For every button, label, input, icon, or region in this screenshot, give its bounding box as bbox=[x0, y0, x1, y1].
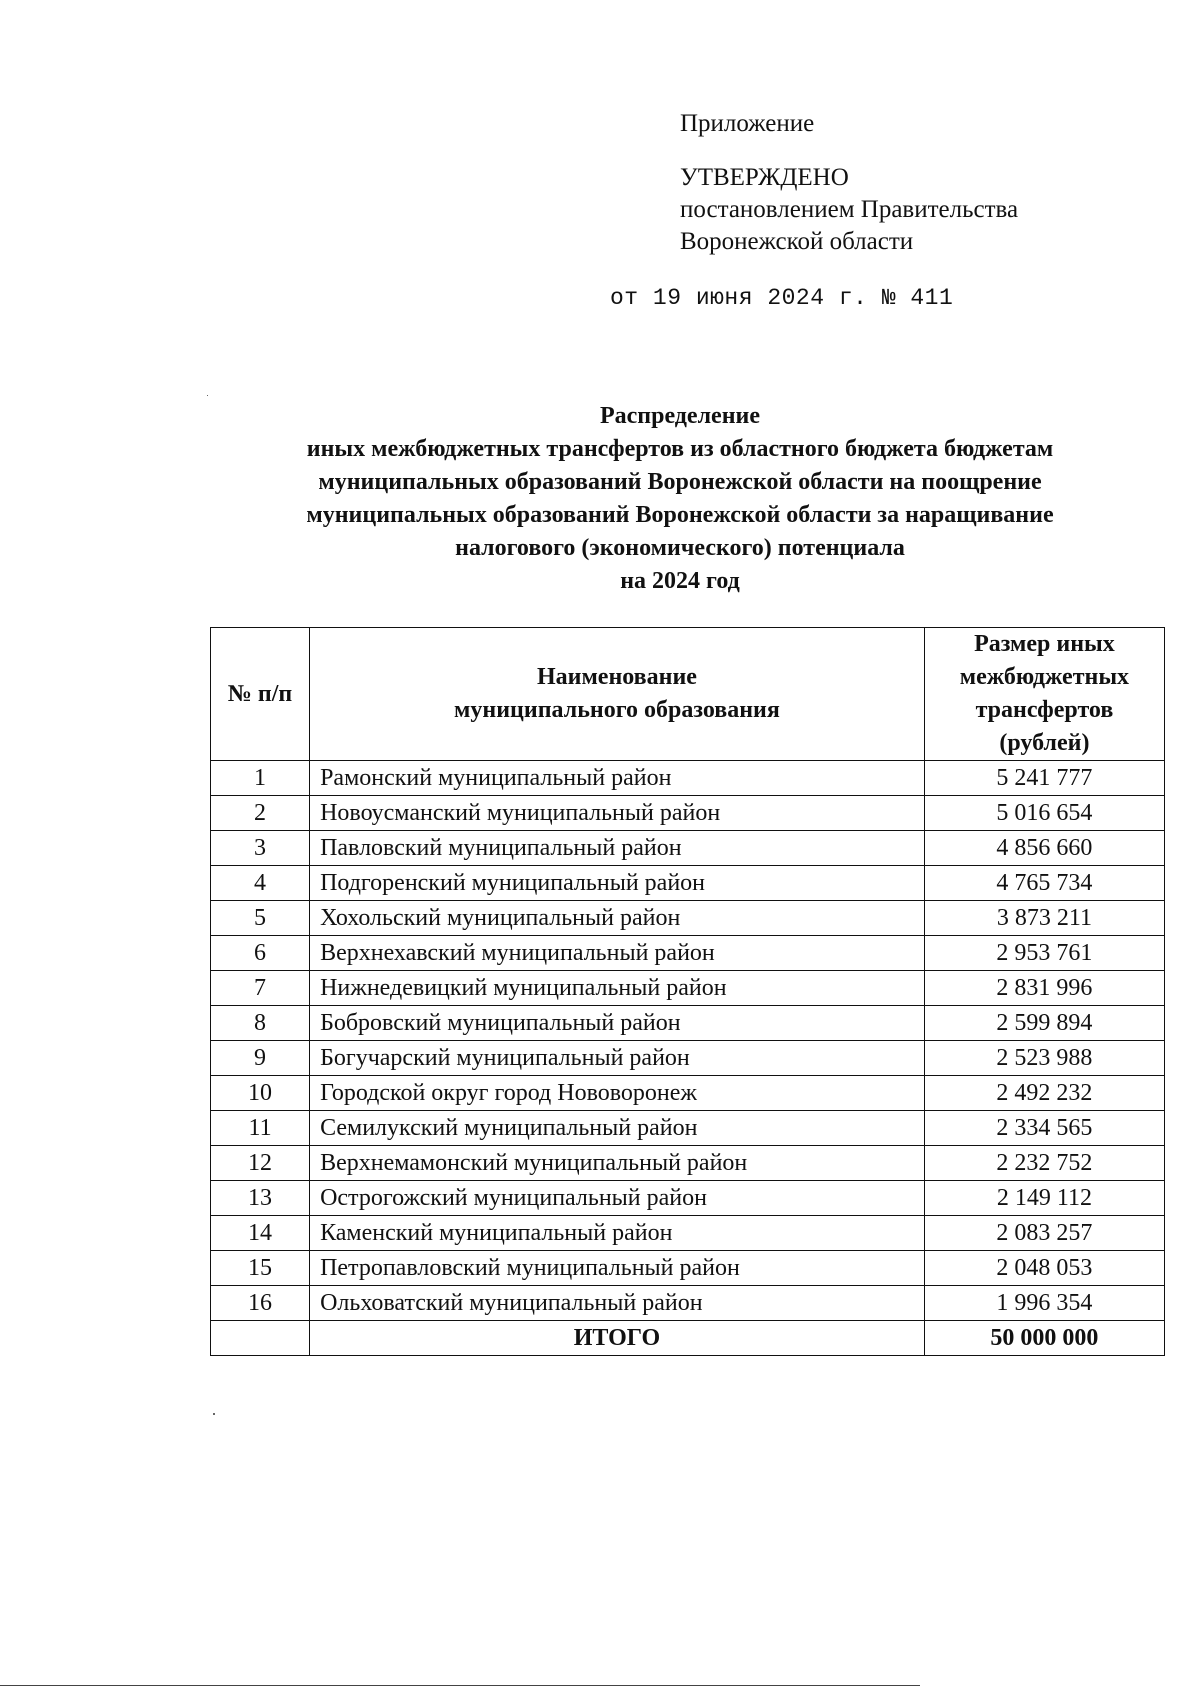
table-row bbox=[211, 1146, 1165, 1181]
row-number: 13 bbox=[211, 1181, 310, 1216]
row-number: 11 bbox=[211, 1111, 310, 1146]
row-amount: 4 856 660 bbox=[924, 831, 1164, 866]
table-row bbox=[211, 866, 1165, 901]
row-amount: 2 232 752 bbox=[924, 1146, 1164, 1181]
title-line-6: на 2024 год bbox=[620, 568, 740, 594]
row-name: Новоусманский муниципальный район bbox=[310, 796, 925, 831]
table-row bbox=[211, 1041, 1165, 1076]
scan-edge-line bbox=[0, 1685, 920, 1686]
header-amount-line-2: межбюджетных bbox=[959, 664, 1130, 690]
scan-speck bbox=[207, 395, 208, 396]
row-name: Подгоренский муниципальный район bbox=[310, 866, 925, 901]
row-number: 8 bbox=[211, 1006, 310, 1041]
approved-by-line-2: Воронежской области bbox=[680, 228, 914, 255]
row-name: Хохольский муниципальный район bbox=[310, 901, 925, 936]
row-number: 14 bbox=[211, 1216, 310, 1251]
row-number: 5 bbox=[211, 901, 310, 936]
row-amount: 2 048 053 bbox=[924, 1251, 1164, 1286]
row-name: Верхнехавский муниципальный район bbox=[310, 936, 925, 971]
row-amount: 2 149 112 bbox=[924, 1181, 1164, 1216]
row-amount: 5 016 654 bbox=[924, 796, 1164, 831]
row-amount: 2 953 761 bbox=[924, 936, 1164, 971]
row-amount: 2 492 232 bbox=[924, 1076, 1164, 1111]
table-row bbox=[211, 1251, 1165, 1286]
row-number: 15 bbox=[211, 1251, 310, 1286]
row-name: Богучарский муниципальный район bbox=[310, 1041, 925, 1076]
table-row bbox=[211, 1216, 1165, 1251]
row-name: Городской округ город Нововоронеж bbox=[310, 1076, 925, 1111]
approved-by-line-1: постановлением Правительства bbox=[680, 196, 1019, 223]
row-amount: 4 765 734 bbox=[924, 866, 1164, 901]
header-amount-line-1: Размер иных bbox=[974, 631, 1115, 657]
table-row bbox=[211, 1286, 1165, 1321]
total-row bbox=[211, 1321, 1165, 1356]
table-row bbox=[211, 1181, 1165, 1216]
row-name: Острогожский муниципальный район bbox=[310, 1181, 925, 1216]
row-amount: 2 831 996 bbox=[924, 971, 1164, 1006]
title-line-2: иных межбюджетных трансфертов из областного бюджета бюджетам bbox=[306, 436, 1054, 462]
table-row bbox=[211, 901, 1165, 936]
table-row bbox=[211, 1076, 1165, 1111]
title-line-1: Распределение bbox=[599, 403, 761, 429]
row-number: 2 bbox=[211, 796, 310, 831]
row-name: Семилукский муниципальный район bbox=[310, 1111, 925, 1146]
row-number: 6 bbox=[211, 936, 310, 971]
table-row bbox=[211, 971, 1165, 1006]
table-row bbox=[211, 796, 1165, 831]
row-name: Павловский муниципальный район bbox=[310, 831, 925, 866]
scan-speck bbox=[213, 1413, 215, 1415]
row-number: 1 bbox=[211, 761, 310, 796]
row-amount: 2 083 257 bbox=[924, 1216, 1164, 1251]
row-name: Нижнедевицкий муниципальный район bbox=[310, 971, 925, 1006]
table-row bbox=[211, 1111, 1165, 1146]
row-amount: 3 873 211 bbox=[924, 901, 1164, 936]
row-name: Рамонский муниципальный район bbox=[310, 761, 925, 796]
decree-reference: от 19 июня 2024 г. № 411 bbox=[610, 285, 954, 311]
row-number: 12 bbox=[211, 1146, 310, 1181]
header-amount-line-4: (рублей) bbox=[999, 730, 1090, 756]
header-name-line-2: муниципального образования bbox=[454, 697, 780, 723]
row-number: 3 bbox=[211, 831, 310, 866]
row-name: Каменский муниципальный район bbox=[310, 1216, 925, 1251]
title-line-5: налогового (экономического) потенциала bbox=[455, 535, 905, 561]
header-name-line-1: Наименование bbox=[536, 664, 697, 690]
row-number: 16 bbox=[211, 1286, 310, 1321]
distribution-table bbox=[210, 627, 1165, 1356]
total-amount: 50 000 000 bbox=[924, 1321, 1164, 1356]
header-number: № п/п bbox=[211, 628, 310, 761]
row-number: 10 bbox=[211, 1076, 310, 1111]
row-name: Бобровский муниципальный район bbox=[310, 1006, 925, 1041]
row-number: 7 bbox=[211, 971, 310, 1006]
row-amount: 2 523 988 bbox=[924, 1041, 1164, 1076]
row-amount: 5 241 777 bbox=[924, 761, 1164, 796]
total-number-cell bbox=[211, 1321, 310, 1356]
approved-label: УТВЕРЖДЕНО bbox=[680, 164, 849, 191]
total-label: ИТОГО bbox=[310, 1321, 925, 1356]
table-row bbox=[211, 1006, 1165, 1041]
row-name: Петропавловский муниципальный район bbox=[310, 1251, 925, 1286]
row-number: 4 bbox=[211, 866, 310, 901]
title-line-3: муниципальных образований Воронежской области на поощрение bbox=[318, 469, 1042, 495]
table-row bbox=[211, 936, 1165, 971]
table-row bbox=[211, 831, 1165, 866]
approval-block bbox=[680, 108, 1160, 258]
document-title bbox=[200, 400, 1160, 598]
header-amount bbox=[924, 628, 1164, 761]
title-line-4: муниципальных образований Воронежской области за наращивание bbox=[306, 502, 1054, 528]
annex-label: Приложение bbox=[680, 110, 815, 137]
header-name bbox=[310, 628, 925, 761]
row-number: 9 bbox=[211, 1041, 310, 1076]
row-name: Верхнемамонский муниципальный район bbox=[310, 1146, 925, 1181]
row-amount: 2 334 565 bbox=[924, 1111, 1164, 1146]
row-name: Ольховатский муниципальный район bbox=[310, 1286, 925, 1321]
table-row bbox=[211, 761, 1165, 796]
header-amount-line-3: трансфертов bbox=[975, 697, 1114, 723]
row-amount: 1 996 354 bbox=[924, 1286, 1164, 1321]
row-amount: 2 599 894 bbox=[924, 1006, 1164, 1041]
table-header-row bbox=[211, 628, 1165, 761]
